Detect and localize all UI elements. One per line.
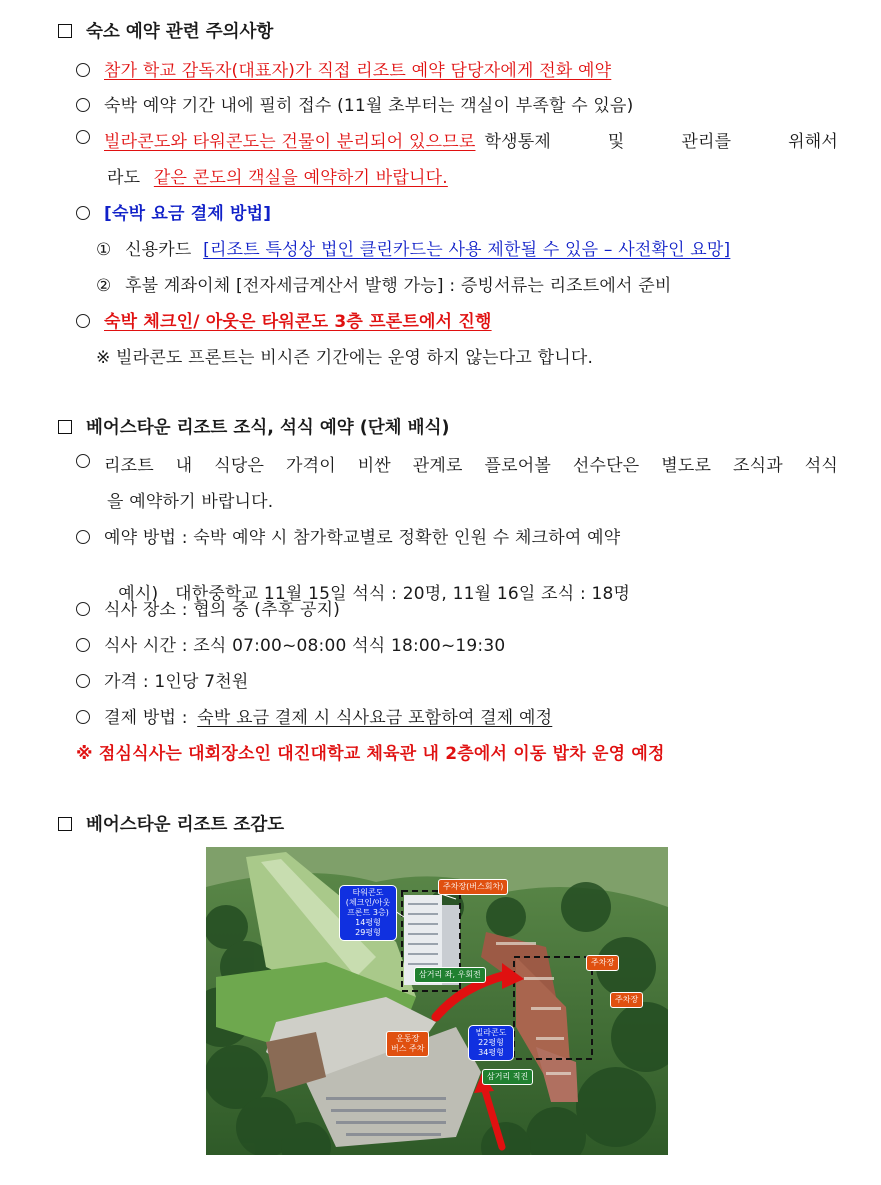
s2-item-2-text: 예약 방법 : 숙박 예약 시 참가학교별로 정확한 인원 수 체크하여 예약 (104, 528, 621, 548)
circle-bullet-icon (76, 454, 90, 468)
junction-straight-label: 삼거리 직진 (482, 1069, 533, 1085)
s1-item-3-rest (484, 127, 838, 152)
s1-item-4 (76, 199, 271, 224)
label-line: 29평형 (355, 928, 381, 937)
resort-aerial-map (206, 847, 668, 1155)
word: 학생통제 (484, 132, 551, 152)
label-line: 34평형 (478, 1048, 504, 1057)
s2-item-4-text: 식사 시간 : 조식 07:00~08:00 석식 18:00~19:30 (104, 636, 506, 656)
label-line: 빌라콘도 (475, 1028, 507, 1037)
s1-item-7-text: 숙박 체크인/ 아웃은 타워콘도 3층 프론트에서 진행 (104, 312, 492, 332)
s1-item-1 (76, 56, 611, 81)
label-line: 버스 주차 (391, 1044, 425, 1053)
section2-title-text: 베어스타운 리조트 조식, 석식 예약 (단체 배식) (86, 418, 450, 438)
s1-item-6-text: 후불 계좌이체 [전자세금계산서 발행 가능] : 증빙서류는 리조트에서 준비 (125, 276, 672, 296)
circle-bullet-icon (76, 638, 90, 652)
s2-item-5-text: 가격 : 1인당 7천원 (104, 672, 249, 692)
label-line: 운동장 (396, 1034, 420, 1043)
label-line: 프론트 3층) (347, 908, 389, 917)
villa-condo-label (468, 1025, 514, 1061)
checkbox-icon (58, 420, 72, 434)
circle-bullet-icon (76, 710, 90, 724)
section2-title (58, 414, 450, 439)
s1-item-3-cont (107, 163, 448, 188)
circle-bullet-icon (76, 98, 90, 112)
word: 식당은 (214, 456, 265, 476)
word: 석식 (804, 456, 838, 476)
section1-title (58, 18, 273, 43)
s1-item-3-red-2: 같은 콘도의 객실을 예약하기 바랍니다. (153, 168, 448, 188)
word: 및 (607, 132, 625, 152)
word: 비싼 (357, 456, 391, 476)
word: 위해서 (788, 132, 838, 152)
parking-bus-label: 주차장(버스회차) (438, 879, 508, 895)
s1-note-text: ※ 빌라콘도 프론트는 비시즌 기간에는 운영 하지 않는다고 합니다. (96, 348, 594, 368)
word: 리조트 (104, 456, 154, 476)
s2-item-3-text: 식사 장소 : 협의 중 (추후 공지) (104, 600, 341, 620)
s1-item-1-text: 참가 학교 감독자(대표자)가 직접 리조트 예약 담당자에게 전화 예약 (104, 61, 612, 81)
s1-item-5 (96, 235, 730, 260)
s2-item-1-words (104, 451, 838, 476)
s1-item-2-text: 숙박 예약 기간 내에 필히 접수 (11월 초부터는 객실이 부족할 수 있음) (104, 96, 634, 116)
circle-bullet-icon (76, 206, 90, 220)
s1-item-7 (76, 307, 492, 332)
word: 가격이 (285, 456, 336, 476)
circle-bullet-icon (76, 63, 90, 77)
s2-note (76, 739, 665, 764)
s2-item-1-cont-text: 을 예약하기 바랍니다. (107, 492, 274, 512)
s1-item-5-text: 신용카드 (125, 240, 192, 260)
s1-item-3-red: 빌라콘도와 타워콘도는 건물이 분리되어 있으므로 (104, 132, 476, 152)
s2-item-3 (76, 595, 340, 620)
word: 선수단은 (572, 456, 640, 476)
word: 조식과 (732, 456, 783, 476)
s2-item-6-prefix: 결제 방법 : (104, 708, 188, 728)
word: 관계로 (412, 456, 463, 476)
label-line: 타워콘도 (352, 888, 384, 897)
word: 내 (175, 456, 193, 476)
s2-item-1 (76, 451, 838, 476)
section3-title (58, 811, 284, 836)
word: 별도로 (661, 456, 712, 476)
parking-label-2: 주차장 (610, 992, 643, 1008)
word: 관리를 (681, 132, 732, 152)
s2-item-1-cont (107, 487, 273, 512)
s1-item-5-blue: [리조트 특성상 법인 클린카드는 사용 제한될 수 있음 – 사전확인 요망] (203, 240, 731, 260)
payment-heading: [숙박 요금 결제 방법] (104, 204, 272, 224)
s2-item-4 (76, 631, 505, 656)
junction-turn-label: 삼거리 좌, 우회전 (414, 967, 486, 983)
section1-title-text: 숙소 예약 관련 주의사항 (86, 22, 274, 42)
s1-item-2 (76, 91, 634, 116)
label-line: 14평형 (355, 918, 381, 927)
circle-bullet-icon (76, 314, 90, 328)
s1-item-3 (76, 127, 838, 152)
circle-bullet-icon (76, 530, 90, 544)
s1-item-6 (96, 271, 672, 296)
s2-example-text: 예시) 대한중학교 11월 15일 석식 : 20명, 11월 16일 조식 : 18명 (118, 584, 631, 604)
word: 플로어볼 (484, 456, 552, 476)
parking-label-1: 주차장 (586, 955, 619, 971)
stadium-bus-parking-label (386, 1031, 429, 1057)
s1-item-3-prefix: 라도 (107, 168, 141, 188)
checkbox-icon (58, 817, 72, 831)
s2-item-6-underlined: 숙박 요금 결제 시 식사요금 포함하여 결제 예정 (197, 708, 553, 728)
s2-item-2 (76, 523, 620, 548)
s2-item-5 (76, 667, 249, 692)
label-line: 22평형 (478, 1038, 504, 1047)
section3-title-text: 베어스타운 리조트 조감도 (86, 815, 285, 835)
s2-item-6 (76, 703, 552, 728)
s2-note-text: ※ 점심식사는 대회장소인 대진대학교 체육관 내 2층에서 이동 밥차 운영 예정 (76, 744, 665, 764)
circle-bullet-icon (76, 602, 90, 616)
circle-bullet-icon (76, 130, 90, 144)
tower-condo-label (339, 885, 397, 941)
aerial-photo-illustration (206, 847, 668, 1155)
number-2: ② (96, 276, 112, 296)
number-1: ① (96, 240, 112, 260)
checkbox-icon (58, 24, 72, 38)
label-line: (체크인/아웃 (345, 898, 391, 907)
s1-note (96, 343, 593, 368)
circle-bullet-icon (76, 674, 90, 688)
